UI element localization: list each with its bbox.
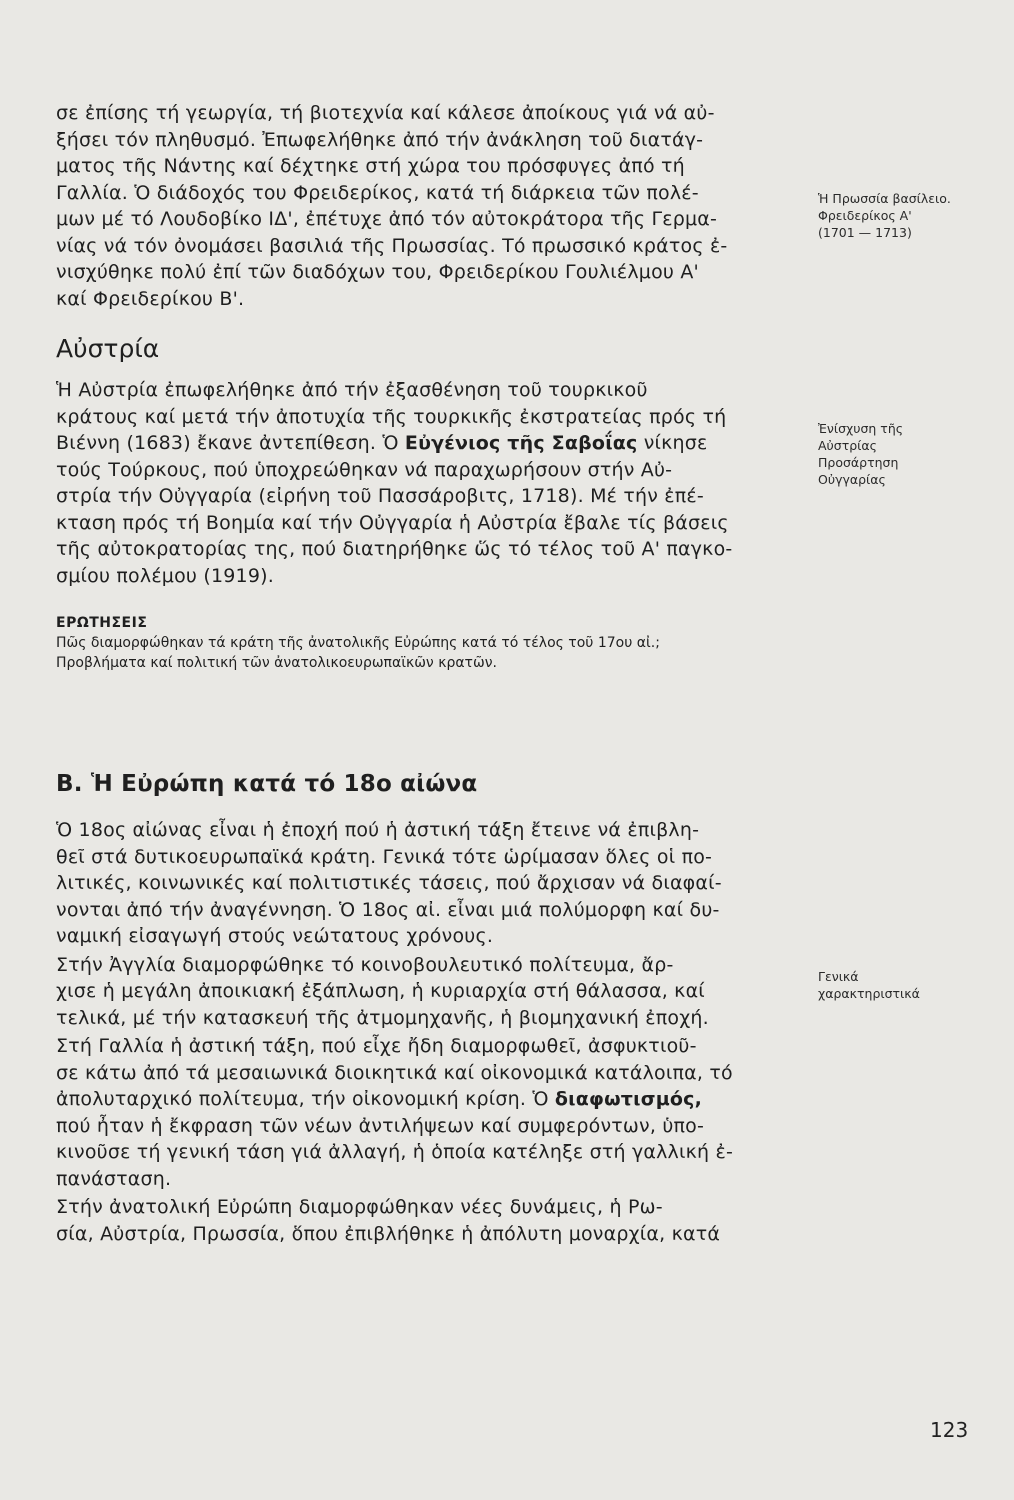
section-heading-18th-century: Β. Ἡ Εὐρώπη κατά τό 18ο αἰώνα: [56, 771, 478, 797]
main-column: [56, 100, 786, 1247]
paragraph-austria: [56, 377, 786, 589]
questions-heading: ΕΡΩΤΗΣΕΙΣ: [56, 615, 148, 631]
sidenote-general-characteristics: Γενικά χαρακτηριστικά: [818, 969, 920, 1001]
heading-austria: Αὐστρία: [56, 334, 160, 363]
sidenote-austria-strengthening: Ἐνίσχυση τῆς Αὐστρίας Προσάρτηση Οὐγγαρίας: [818, 421, 904, 487]
paragraph-18th-century-intro: Ὁ 18ος αἰώνας εἶναι ἡ ἐποχή πού ἡ ἀστική τάξη ἔτεινε νά ἐπιβλη- θεῖ στά δυτικοευρωπαϊκά κράτη. Γενικά τότε ὡρίμασαν ὅλες οἱ πο- λιτικές, κοινωνικές καί πολιτιστικές τάσεις, πού ἄρχισαν νά διαφαί- νονται ἀπό τήν ἀναγέννηση. Ὁ 18ος αἰ. εἶναι μιά πολύμορφη καί δυ- ναμική εἰσαγωγή στούς νεώτατους χρόνους.: [56, 819, 722, 947]
paragraph-eastern-europe: Στήν ἀνατολική Εὐρώπη διαμορφώθηκαν νέες δυνάμεις, ἡ Ρω- σία, Αὐστρία, Πρωσσία, ὅπου ἐπιβλήθηκε ἡ ἀπόλυτη μοναρχία, κατά: [56, 1196, 721, 1245]
paragraph-france-part2: πού ἦταν ἡ ἔκφραση τῶν νέων ἀντιλήψεων καί συμφερόντων, ὑπο- κινοῦσε τή γενική τάση γιά ἀλλαγή, ἡ ὁποία κατέληξε στή γαλλική ἐ- πανάσταση.: [56, 1114, 734, 1190]
eugene-of-savoy-bold: Εὐγένιος τῆς Σαβοΐας: [404, 432, 638, 454]
paragraph-austria-part2: νίκησε τούς Τούρκους, πού ὑποχρεώθηκαν νά παραχωρήσουν στήν Αὐ- στρία τήν Οὐγγαρία (εἰρήνη τοῦ Πασσάροβιτς, 1718). Μέ τήν ἐπέ- κταση πρός τή Βοημία καί τήν Οὐγγαρία ἡ Αὐστρία ἔβαλε τίς βάσεις τῆς αὐτοκρατορίας της, πού διατηρήθηκε ὥς τό τέλος τοῦ Α' παγκο- σμίου πολέμου (1919).: [56, 432, 733, 587]
paragraph-france: [56, 1033, 786, 1192]
page-number: 123: [930, 1418, 969, 1442]
sidenote-prussia-kingdom: Ἡ Πρωσσία βασίλειο. Φρειδερίκος Α' (1701 — 1713): [818, 191, 951, 240]
paragraph-austria-part1: Ἡ Αὐστρία ἐπωφελήθηκε ἀπό τήν ἐξασθένηση τοῦ τουρκικοῦ κράτους καί μετά τήν ἀποτυχία τῆς τουρκικῆς ἐκστρατείας πρός τή Βιέννη (1683) ἔκανε ἀντεπίθεση. Ὁ: [56, 379, 727, 454]
questions-text: Πῶς διαμορφώθηκαν τά κράτη τῆς ἀνατολικῆς Εὐρώπης κατά τό τέλος τοῦ 17ου αἰ.; Προβλήματα καί πολιτική τῶν ἀνατολικοευρωπαϊκῶν κρατῶν.: [56, 635, 660, 671]
paragraph-prussia: σε ἐπίσης τή γεωργία, τή βιοτεχνία καί κάλεσε ἀποίκους γιά νά αὐ- ξήσει τόν πληθυσμό. Ἐπωφελήθηκε ἀπό τήν ἀνάκληση τοῦ διατάγ- ματος τῆς Νάντης καί δέχτηκε στή χώρα του πρόσφυγες ἀπό τή Γαλλία. Ὁ διάδοχός του Φρειδερίκος, κατά τή διάρκεια τῶν πολέ- μων μέ τό Λουδοβίκο ΙΔ', ἐπέτυχε ἀπό τόν αὐτοκράτορα τῆς Γερμα- νίας νά τόν ὀνομάσει βασιλιά τῆς Πρωσσίας. Τό πρωσσικό κράτος ἐ- νισχύθηκε πολύ ἐπί τῶν διαδόχων του, Φρειδερίκου Γουλιέλμου Α' καί Φρειδερίκου Β'.: [56, 102, 728, 310]
enlightenment-bold: διαφωτισμός,: [554, 1088, 703, 1110]
paragraph-france-part1: Στή Γαλλία ἡ ἀστική τάξη, πού εἶχε ἤδη διαμορφωθεῖ, ἀσφυκτιοῦ- σε κάτω ἀπό τά μεσαιωνικά διοικητικά καί οἰκονομικά κατάλοιπα, τό ἀπολυταρχικό πολίτευμα, τήν οἰκονομική κρίση. Ὁ: [56, 1035, 733, 1110]
paragraph-england: Στήν Ἀγγλία διαμορφώθηκε τό κοινοβουλευτικό πολίτευμα, ἄρ- χισε ἡ μεγάλη ἀποικιακή ἐξάπλωση, ἡ κυριαρχία στή θάλασσα, καί τελικά, μέ τήν κατασκευή τῆς ἀτμομηχανῆς, ἡ βιομηχανική ἐποχή.: [56, 953, 709, 1029]
